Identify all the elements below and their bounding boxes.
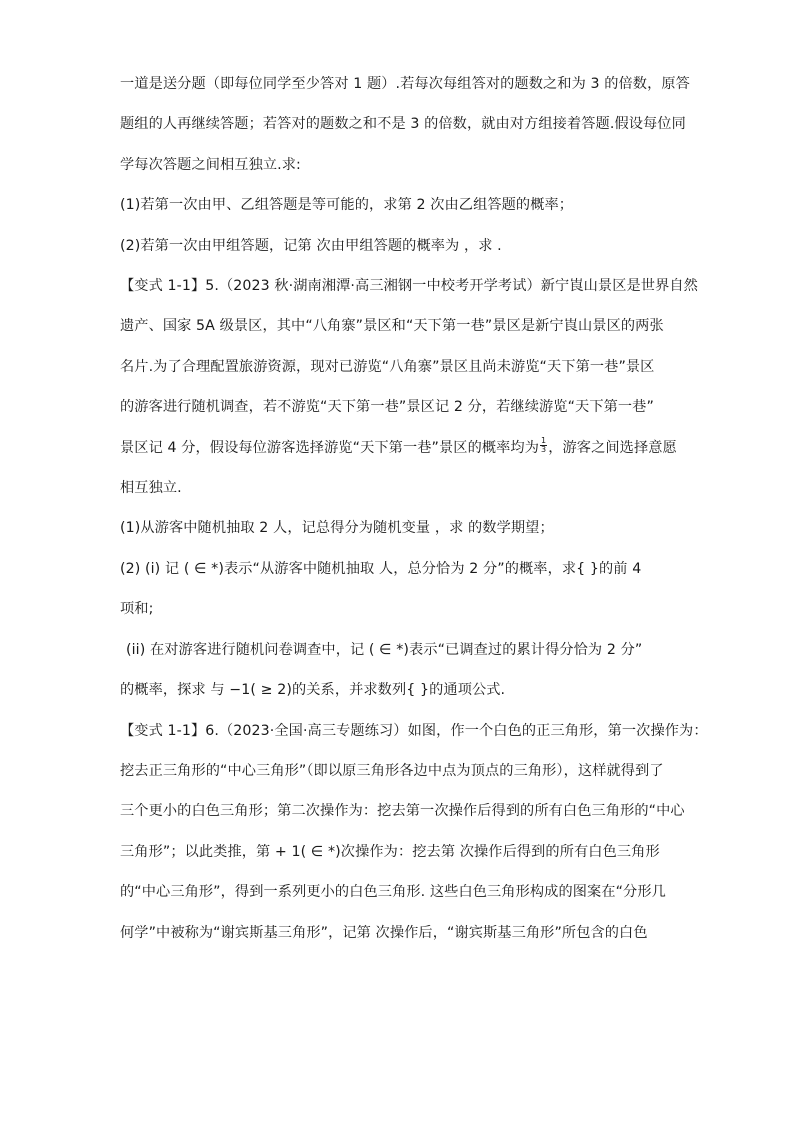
text-line: 【变式 1-1】6.（2023·全国·高三专题练习）如图，作一个白色的正三角形，第一次操作为： <box>120 723 708 739</box>
text-line: 学每次答题之间相互独立.求: <box>120 157 301 173</box>
fraction-denominator: 3 <box>541 444 547 454</box>
text-line: 题组的人再继续答题；若答对的题数之和不是 3 的倍数，就由对方组接着答题.假设每位同 <box>120 116 686 132</box>
text-line: (2) (i) 记 ( ∈ *)表示“从游客中随机抽取 人，总分恰为 2 分”的概率，求{ }的前 4 <box>120 561 642 577</box>
text-line: 的概率，探求 与 −1( ≥ 2)的关系，并求数列{ }的通项公式. <box>120 682 506 698</box>
text-line: 挖去正三角形的“中心三角形”（即以原三角形各边中点为顶点的三角形），这样就得到了 <box>120 763 664 779</box>
fraction-one-third <box>540 437 547 454</box>
fraction-numerator: 1 <box>541 435 547 445</box>
text-line-probability <box>120 435 680 458</box>
text-line: (2)若第一次由甲组答题，记第 次由甲组答题的概率为 ，求 . <box>120 238 502 254</box>
text-line: 一道是送分题（即每位同学至少答对 1 题）.若每次每组答对的题数之和为 3 的倍数，原答 <box>120 76 690 92</box>
text-line: 三个更小的白色三角形；第二次操作为：挖去第一次操作后得到的所有白色三角形的“中心 <box>120 803 685 819</box>
text-line: 三角形”；以此类推，第 + 1( ∈ *)次操作为：挖去第 次操作后得到的所有白色三角形 <box>120 844 660 860</box>
text-line: (ii) 在对游客进行随机问卷调查中，记 ( ∈ *)表示“已调查过的累计得分恰为 2 分” <box>126 642 643 658</box>
text-segment: 景区记 4 分，假设每位游客选择游览“天下第一巷”景区的概率均为 <box>120 440 540 456</box>
text-line: (1)若第一次由甲、乙组答题是等可能的，求第 2 次由乙组答题的概率； <box>120 197 574 213</box>
text-line: 相互独立. <box>120 480 182 496</box>
text-line: 项和; <box>120 601 154 617</box>
text-line: 的游客进行随机调查，若不游览“天下第一巷”景区记 2 分，若继续游览“天下第一巷” <box>120 399 654 415</box>
text-line: 【变式 1-1】5.（2023 秋·湖南湘潭·高三湘钢一中校考开学考试）新宁崀山景区是世界自然 <box>120 278 698 294</box>
text-line: 何学”中被称为“谢宾斯基三角形”，记第 次操作后，“谢宾斯基三角形”所包含的白色 <box>120 925 648 941</box>
text-line: 遗产、国家 5A 级景区，其中“八角寨”景区和“天下第一巷”景区是新宁崀山景区的两张 <box>120 318 664 334</box>
text-segment: ，游客之间选择意愿 <box>548 440 677 456</box>
text-line: 名片.为了合理配置旅游资源，现对已游览“八角寨”景区且尚未游览“天下第一巷”景区 <box>120 359 655 375</box>
text-line: 的“中心三角形”，得到一系列更小的白色三角形. 这些白色三角形构成的图案在“分形几 <box>120 884 666 900</box>
text-line: (1)从游客中随机抽取 2 人，记总得分为随机变量 ，求 的数学期望； <box>120 520 554 536</box>
